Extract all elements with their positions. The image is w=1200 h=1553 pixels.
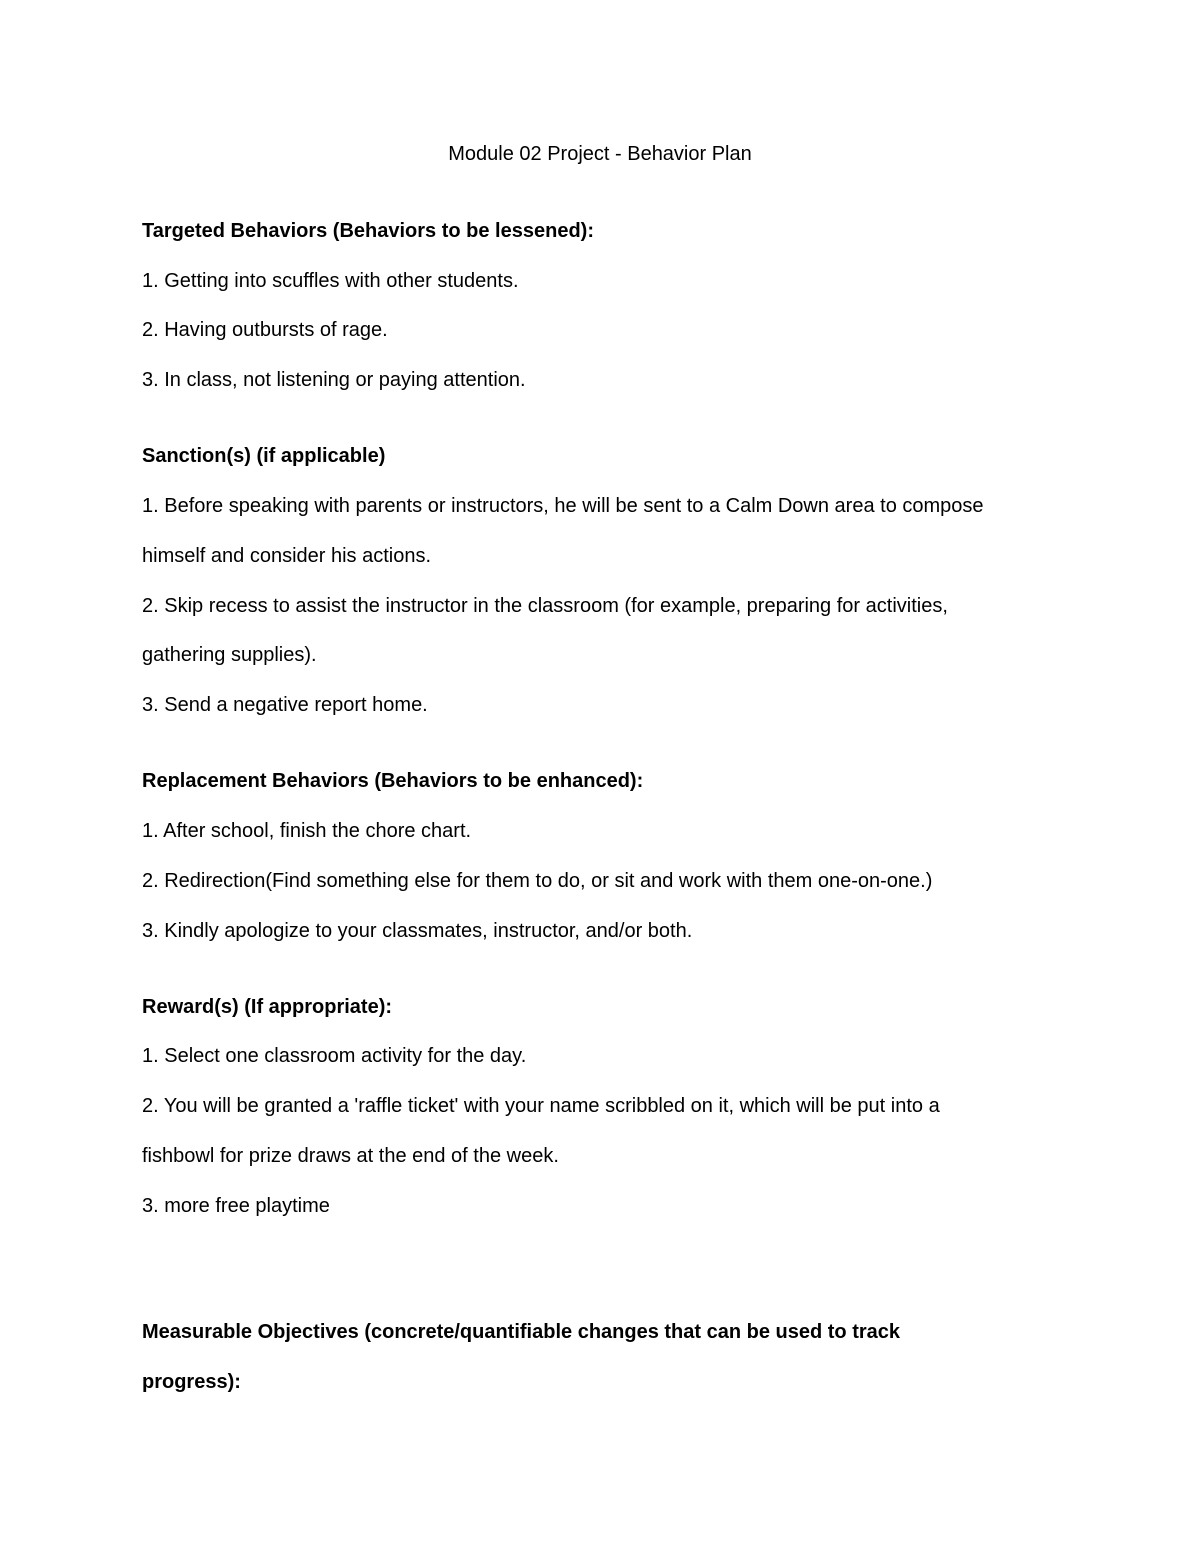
measurable-objectives-heading-continued: progress): xyxy=(142,1371,241,1393)
replacement-behaviors-heading: Replacement Behaviors (Behaviors to be enhanced): xyxy=(142,770,644,792)
replacement-behavior-item: 1. After school, finish the chore chart. xyxy=(142,820,472,842)
targeted-behaviors-heading: Targeted Behaviors (Behaviors to be lessened): xyxy=(142,220,594,242)
targeted-behavior-item: 1. Getting into scuffles with other students. xyxy=(142,270,519,292)
sanction-item: 2. Skip recess to assist the instructor in the classroom (for example, preparing for activities, xyxy=(142,595,948,617)
replacement-behavior-item: 2. Redirection(Find something else for them to do, or sit and work with them one-on-one.) xyxy=(142,870,933,892)
measurable-objectives-heading: Measurable Objectives (concrete/quantifiable changes that can be used to track xyxy=(142,1321,901,1343)
sanction-item: 3. Send a negative report home. xyxy=(142,694,428,716)
rewards-heading: Reward(s) (If appropriate): xyxy=(142,996,393,1018)
reward-item: 3. more free playtime xyxy=(142,1195,330,1217)
document-title: Module 02 Project - Behavior Plan xyxy=(448,143,752,165)
reward-item-continued: fishbowl for prize draws at the end of the week. xyxy=(142,1145,559,1167)
sanction-item-continued: himself and consider his actions. xyxy=(142,545,432,567)
reward-item: 1. Select one classroom activity for the day. xyxy=(142,1045,527,1067)
targeted-behavior-item: 2. Having outbursts of rage. xyxy=(142,319,388,341)
sanctions-heading: Sanction(s) (if applicable) xyxy=(142,445,386,467)
sanction-item: 1. Before speaking with parents or instructors, he will be sent to a Calm Down area to compose xyxy=(142,495,984,517)
reward-item: 2. You will be granted a 'raffle ticket' with your name scribbled on it, which will be put into a xyxy=(142,1095,940,1117)
sanction-item-continued: gathering supplies). xyxy=(142,644,317,666)
targeted-behavior-item: 3. In class, not listening or paying attention. xyxy=(142,369,526,391)
replacement-behavior-item: 3. Kindly apologize to your classmates, instructor, and/or both. xyxy=(142,920,693,942)
